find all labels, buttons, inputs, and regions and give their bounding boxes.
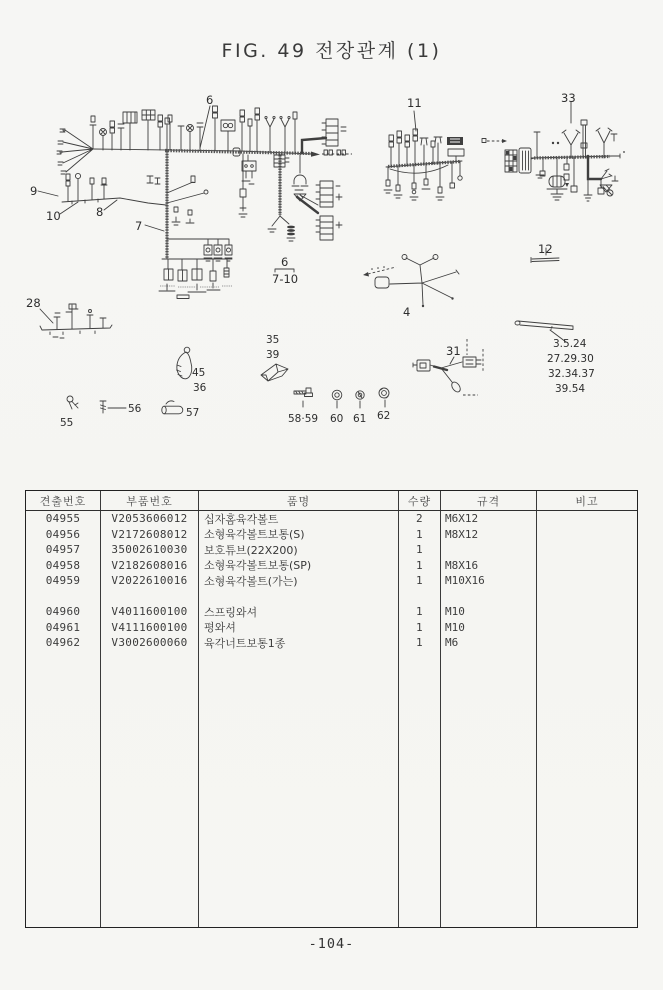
range-label-bottom: 7-10 <box>272 272 299 286</box>
part-57 <box>162 401 183 414</box>
bottom-connectors <box>164 268 229 281</box>
callout-57-label: 57 <box>186 407 200 419</box>
cell-part-name: 스프링와셔 <box>199 604 399 620</box>
cell-ref-no: 04960 <box>26 604 101 620</box>
callout-55-label: 55 <box>60 417 74 429</box>
callout-7-label: 7 <box>135 219 143 233</box>
cell-part-name: 소형육각볼트(가는) <box>199 573 399 589</box>
range-label-top: 6 <box>281 255 289 269</box>
cell-part-no: 35002610030 <box>101 542 199 558</box>
callout-4-label: 4 <box>403 305 411 319</box>
table-row <box>26 558 637 574</box>
callout-39-label: 39 <box>266 349 280 361</box>
cell-remarks <box>537 542 637 558</box>
cell-spec: M10 <box>441 604 537 620</box>
cell-remarks <box>537 527 637 543</box>
empty-cell <box>441 651 537 928</box>
cell-spec: M6 <box>441 635 537 651</box>
cell-qty: 1 <box>399 635 441 651</box>
cell-part-no: V2182608016 <box>101 558 199 574</box>
cell-part-name <box>199 589 399 605</box>
bolt-58-59 <box>294 388 313 407</box>
cell-qty: 1 <box>399 604 441 620</box>
cell-remarks <box>537 635 637 651</box>
small-terminals <box>172 207 194 225</box>
empty-cell <box>101 651 199 928</box>
cell-spec: M6X12 <box>441 511 537 527</box>
cell-remarks <box>537 511 637 527</box>
cell-spec: M8X12 <box>441 527 537 543</box>
figure-title: FIG. 49 전장관계 (1) <box>221 40 442 62</box>
part-56 <box>100 401 126 413</box>
cell-part-no: V2053606012 <box>101 511 199 527</box>
ref-number-3: 32.34.37 <box>548 368 595 380</box>
cell-part-name: 소형육각볼트보통(SP) <box>199 558 399 574</box>
cell-part-name: 십자홈육각볼트 <box>199 511 399 527</box>
cell-remarks <box>537 558 637 574</box>
page-number: -104- <box>308 936 355 952</box>
cell-qty: 1 <box>399 620 441 636</box>
table-row <box>26 573 637 589</box>
callout-labels <box>26 91 595 429</box>
ladder-connector-mid <box>316 181 342 207</box>
table-row <box>26 635 637 651</box>
callout-28-label: 28 <box>26 296 41 310</box>
callout-12-label: 12 <box>538 242 553 256</box>
callout-45-label: 45 <box>192 367 206 379</box>
star-harness-4 <box>363 255 459 308</box>
cell-ref-no: 04957 <box>26 542 101 558</box>
cell-spec <box>441 542 537 558</box>
callout-58-59-label: 58·59 <box>288 413 319 425</box>
cell-ref-no: 04958 <box>26 558 101 574</box>
cell-remarks <box>537 620 637 636</box>
callout-33-label: 33 <box>561 91 576 105</box>
column-header-part-no: 부품번호 <box>101 491 199 510</box>
cell-part-no: V2172608012 <box>101 527 199 543</box>
cell-ref-no: 04956 <box>26 527 101 543</box>
relay-boxes <box>123 110 235 131</box>
part-55 <box>67 396 78 409</box>
cell-part-no: V2022610016 <box>101 573 199 589</box>
empty-cell <box>26 651 101 928</box>
spring-washer-61 <box>356 391 364 408</box>
cell-part-name: 평와셔 <box>199 620 399 636</box>
parts-table <box>25 490 638 928</box>
cell-qty: 1 <box>399 558 441 574</box>
fuse-box <box>505 150 517 172</box>
table-empty-area <box>26 651 637 928</box>
ref-number-2: 27.29.30 <box>547 353 594 365</box>
callout-60-label: 60 <box>330 413 344 425</box>
callout-56-label: 56 <box>128 403 142 415</box>
cell-remarks <box>537 589 637 605</box>
callout-10-label: 10 <box>46 209 61 223</box>
column-header-ref-no: 견출번호 <box>26 491 101 510</box>
slot-connector <box>519 148 531 173</box>
table-row <box>26 542 637 558</box>
callout-36-label: 36 <box>193 382 207 394</box>
cell-qty: 2 <box>399 511 441 527</box>
table-header-row <box>26 491 637 511</box>
cell-part-no: V3002600060 <box>101 635 199 651</box>
callout-35-label: 35 <box>266 334 280 346</box>
cell-part-no: V4111600100 <box>101 620 199 636</box>
table-row <box>26 527 637 543</box>
cell-spec: M8X16 <box>441 558 537 574</box>
cell-spec: M10X16 <box>441 573 537 589</box>
cell-ref-no <box>26 589 101 605</box>
nut-62 <box>379 388 389 407</box>
wedge-part-35 <box>261 364 288 381</box>
table-row <box>26 511 637 527</box>
left-harness <box>38 106 352 299</box>
column-header-part-name: 품명 <box>199 491 399 510</box>
callout-31-label: 31 <box>446 344 461 358</box>
cell-part-no <box>101 589 199 605</box>
ref-number-1: 3.5.24 <box>553 338 587 350</box>
cell-part-name: 육각너트보통1종 <box>199 635 399 651</box>
ladder-connector-low <box>316 216 342 240</box>
cell-part-name: 보호튜브(22X200) <box>199 542 399 558</box>
cell-qty: 1 <box>399 542 441 558</box>
empty-cell <box>537 651 637 928</box>
column-header-qty: 수량 <box>399 491 441 510</box>
harness-11 <box>384 111 464 200</box>
cell-ref-no: 04959 <box>26 573 101 589</box>
part-28 <box>40 304 112 338</box>
cell-qty: 1 <box>399 527 441 543</box>
column-header-remarks: 비고 <box>575 494 599 508</box>
harness-33 <box>482 102 625 201</box>
cell-part-no: V4011600100 <box>101 604 199 620</box>
ladder-connector-top <box>322 119 346 146</box>
callout-9-label: 9 <box>30 184 38 198</box>
callout-61-label: 61 <box>353 413 367 425</box>
washer-60 <box>332 390 342 408</box>
table-row <box>26 620 637 636</box>
cell-ref-no: 04961 <box>26 620 101 636</box>
cell-ref-no: 04955 <box>26 511 101 527</box>
callout-62-label: 62 <box>377 410 391 422</box>
cell-qty: 1 <box>399 573 441 589</box>
callout-8-label: 8 <box>96 205 104 219</box>
ref-number-4: 39.54 <box>555 383 586 395</box>
wiring-diagram <box>0 55 663 467</box>
empty-cell <box>399 651 441 928</box>
column-header-spec: 규격 <box>441 491 537 510</box>
cell-spec <box>441 589 537 605</box>
connector-symbols <box>110 106 297 133</box>
callout-11-label: 11 <box>407 96 422 110</box>
cable-loop-45 <box>177 347 192 379</box>
cell-part-name: 소형육각볼트보통(S) <box>199 527 399 543</box>
cell-qty <box>399 589 441 605</box>
cell-ref-no: 04962 <box>26 635 101 651</box>
empty-cell <box>199 651 399 928</box>
cell-remarks <box>537 573 637 589</box>
cell-spec: M10 <box>441 620 537 636</box>
callout-6-label: 6 <box>206 93 214 107</box>
cell-remarks <box>537 604 637 620</box>
table-row <box>26 604 637 620</box>
table-row-blank <box>26 589 637 605</box>
